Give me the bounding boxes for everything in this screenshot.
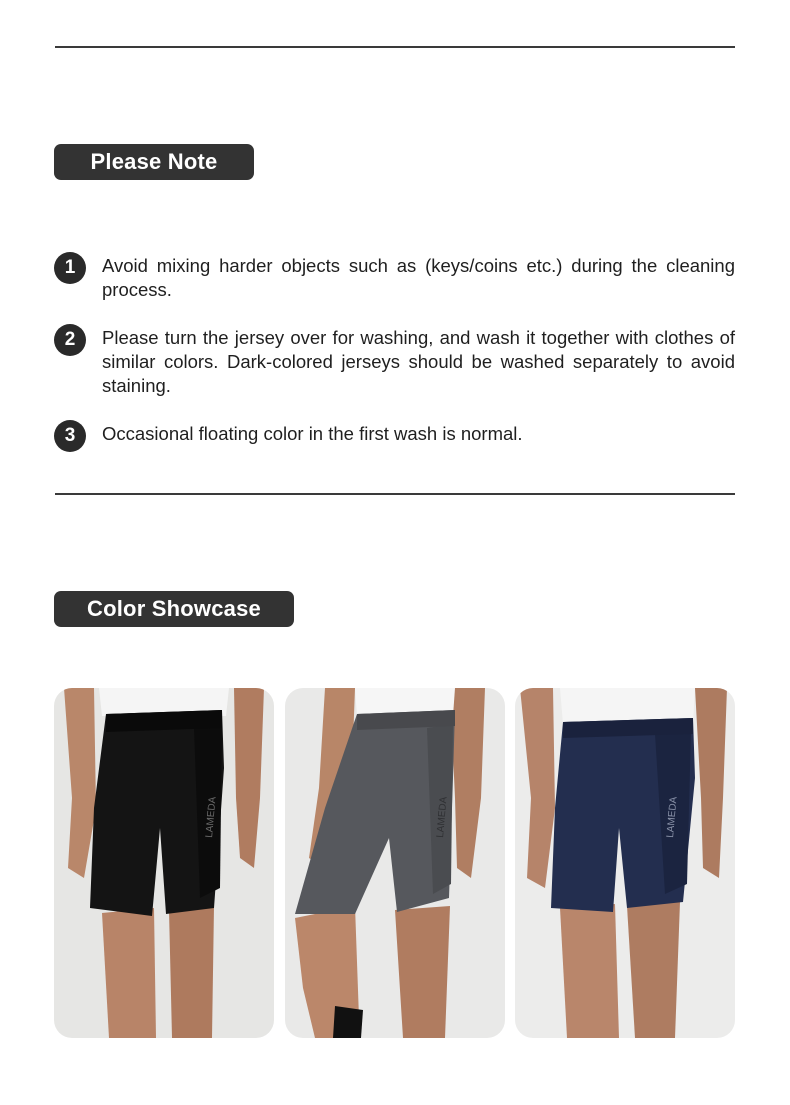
note-text: Please turn the jersey over for washing, and wash it together with clothes of similar colors. Dark-colored jerseys should be washed separately to avoid staining. (102, 327, 735, 396)
svg-text:LAMEDA: LAMEDA (665, 796, 680, 839)
number-badge-icon: 3 (54, 420, 86, 452)
middle-divider (55, 493, 735, 495)
cycling-shorts-black-image (54, 688, 274, 1038)
product-photo-black[interactable] (54, 688, 274, 1038)
svg-text:LAMEDA: LAMEDA (204, 796, 219, 839)
top-divider (55, 46, 735, 48)
color-showcase-heading (54, 591, 294, 627)
product-color-name (285, 688, 286, 689)
note-text: Occasional floating color in the first wash is normal. (102, 423, 523, 444)
product-color-name (515, 688, 516, 689)
number-badge-icon: 1 (54, 252, 86, 284)
product-photo-grey[interactable] (285, 688, 505, 1038)
note-item-2 (54, 326, 735, 398)
cycling-shorts-navy-image (515, 688, 735, 1038)
product-color-name (54, 688, 55, 689)
cycling-shorts-grey-image (285, 688, 505, 1038)
number-badge-icon: 2 (54, 324, 86, 356)
product-photo-navy[interactable] (515, 688, 735, 1038)
please-note-heading (54, 144, 254, 180)
svg-text:LAMEDA: LAMEDA (435, 796, 450, 839)
color-showcase-title: Color Showcase (87, 596, 261, 621)
please-note-title: Please Note (90, 149, 218, 174)
note-text: Avoid mixing harder objects such as (keys/coins etc.) during the cleaning process. (102, 255, 735, 300)
note-item-1 (54, 254, 735, 302)
note-item-3 (54, 422, 735, 452)
